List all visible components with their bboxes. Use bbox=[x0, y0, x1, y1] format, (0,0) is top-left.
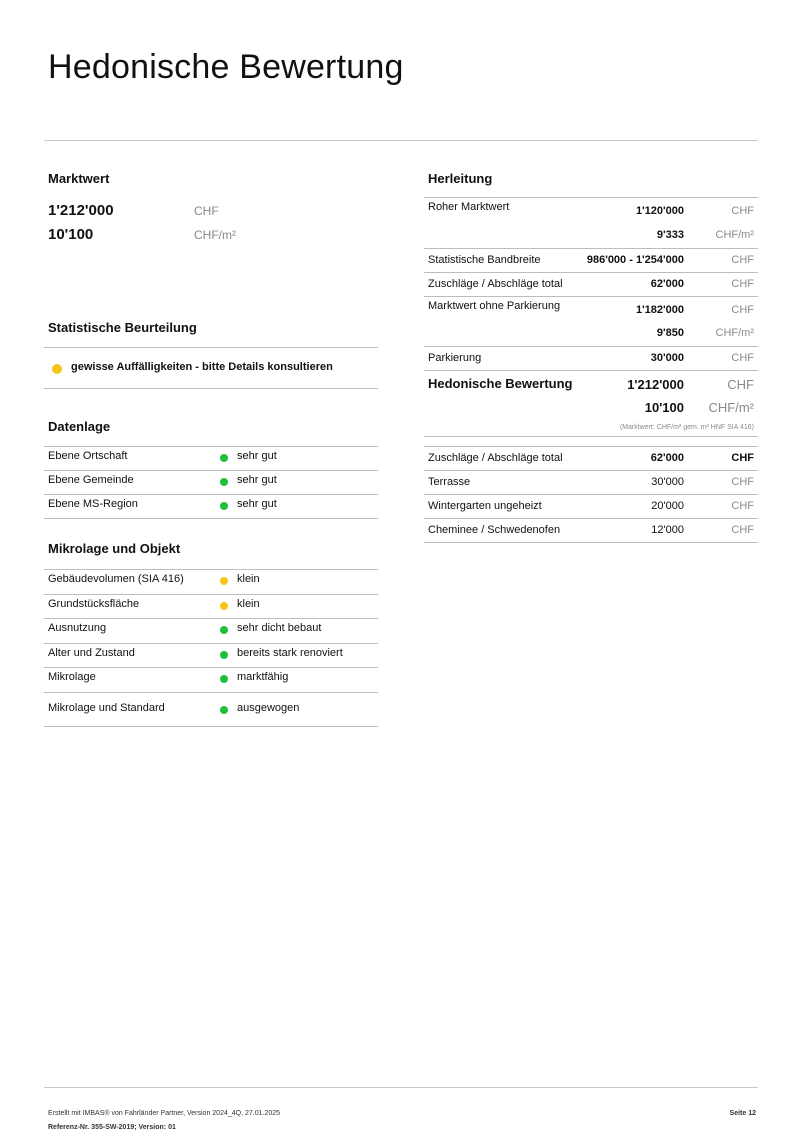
datenlage-row bbox=[44, 470, 378, 494]
divider bbox=[44, 726, 378, 727]
status-dot-icon bbox=[220, 675, 228, 683]
zuschlag-label: Cheminee / Schwedenofen bbox=[428, 524, 561, 536]
divider bbox=[424, 370, 758, 371]
zuschlag-value: 20'000 bbox=[651, 500, 684, 512]
herleitung-heading: Herleitung bbox=[428, 171, 493, 186]
zuschlaege-total-unit: CHF bbox=[731, 452, 754, 464]
divider bbox=[424, 346, 758, 347]
status-dot-icon bbox=[220, 478, 228, 486]
footer-divider bbox=[44, 1087, 758, 1088]
row-status: bereits stark renoviert bbox=[237, 647, 343, 659]
bandbreite-value: 986'000 - 1'254'000 bbox=[586, 254, 684, 266]
status-dot-icon bbox=[220, 502, 228, 510]
status-dot-icon bbox=[220, 577, 228, 585]
zuschlag-row bbox=[424, 470, 758, 494]
mikrolage-heading: Mikrolage und Objekt bbox=[48, 541, 181, 556]
row-status: marktfähig bbox=[237, 671, 289, 683]
zuschlag-label: Wintergarten ungeheizt bbox=[428, 500, 542, 512]
divider bbox=[44, 388, 378, 389]
row-label: Grundstücksfläche bbox=[48, 598, 140, 610]
ohne-parkierung-unit: CHF bbox=[731, 304, 754, 316]
datenlage-heading: Datenlage bbox=[48, 419, 111, 434]
zuschlag-unit: CHF bbox=[731, 476, 754, 488]
status-dot-icon bbox=[220, 651, 228, 659]
ohne-parkierung-m2-unit: CHF/m² bbox=[715, 327, 754, 339]
row-label: Mikrolage und Standard bbox=[48, 702, 165, 714]
zuschlag-row bbox=[424, 518, 758, 542]
row-label: Mikrolage bbox=[48, 671, 96, 683]
footer-credit: Erstellt mit IMBAS® von Fahrländer Partner, Version 2024_4Q, 27.01.2025 bbox=[48, 1110, 281, 1117]
row-label: Ebene Gemeinde bbox=[48, 474, 134, 486]
ohne-parkierung-value: 1'182'000 bbox=[635, 304, 684, 316]
row-label: Alter und Zustand bbox=[48, 647, 135, 659]
statistisch-text: gewisse Auffälligkeiten - bitte Details konsultieren bbox=[71, 361, 333, 373]
row-status: klein bbox=[237, 598, 260, 610]
row-status: sehr gut bbox=[237, 474, 277, 486]
mikrolage-row bbox=[44, 594, 378, 618]
status-dot-icon bbox=[220, 626, 228, 634]
zuschlag-value: 30'000 bbox=[651, 476, 684, 488]
status-dot-icon bbox=[52, 364, 62, 374]
zuschlaege-value: 62'000 bbox=[650, 278, 684, 290]
divider bbox=[424, 436, 758, 437]
datenlage-row bbox=[44, 446, 378, 470]
marktwert-total-row bbox=[48, 202, 348, 222]
zuschlag-value: 12'000 bbox=[651, 524, 684, 536]
zuschlag-unit: CHF bbox=[731, 524, 754, 536]
page-title: Hedonische Bewertung bbox=[48, 48, 404, 86]
row-label: Gebäudevolumen (SIA 416) bbox=[48, 573, 184, 585]
mikrolage-row bbox=[44, 569, 378, 594]
status-dot-icon bbox=[220, 602, 228, 610]
divider bbox=[424, 446, 758, 447]
parkierung-label: Parkierung bbox=[428, 352, 482, 364]
status-dot-icon bbox=[220, 454, 228, 462]
footer-reference: Referenz-Nr. 355-SW-2019; Version: 01 bbox=[48, 1124, 176, 1131]
row-status: sehr gut bbox=[237, 450, 277, 462]
divider bbox=[424, 542, 758, 543]
zuschlag-row bbox=[424, 494, 758, 518]
divider bbox=[424, 272, 758, 273]
marktwert-m2-row bbox=[48, 226, 348, 246]
row-label: Ausnutzung bbox=[48, 622, 107, 634]
parkierung-unit: CHF bbox=[731, 352, 754, 364]
marktwert-m2-unit: CHF/m² bbox=[194, 228, 236, 242]
row-status: ausgewogen bbox=[237, 702, 300, 714]
marktwert-note: (Marktwert: CHF/m² gem. m² HNF SIA 416) bbox=[619, 424, 754, 431]
row-status: sehr gut bbox=[237, 498, 277, 510]
zuschlag-unit: CHF bbox=[731, 500, 754, 512]
divider bbox=[424, 248, 758, 249]
hedonisch-m2-unit: CHF/m² bbox=[708, 400, 754, 415]
row-label: Ebene MS-Region bbox=[48, 498, 138, 510]
hedonisch-value: 1'212'000 bbox=[627, 377, 684, 392]
statistisch-heading: Statistische Beurteilung bbox=[48, 320, 197, 335]
row-label: Ebene Ortschaft bbox=[48, 450, 128, 462]
page-number: Seite 12 bbox=[729, 1110, 756, 1117]
mikrolage-row bbox=[44, 692, 378, 726]
roher-marktwert-unit: CHF bbox=[731, 205, 754, 217]
datenlage-row bbox=[44, 494, 378, 518]
divider bbox=[44, 518, 378, 519]
hedonisch-label: Hedonische Bewertung bbox=[428, 376, 573, 391]
roher-marktwert-m2-value: 9'333 bbox=[656, 229, 684, 241]
ohne-parkierung-label: Marktwert ohne Parkierung bbox=[428, 300, 561, 312]
title-divider bbox=[44, 140, 758, 141]
roher-marktwert-label: Roher Marktwert bbox=[428, 201, 510, 213]
statistisch-row bbox=[44, 348, 378, 388]
row-status: klein bbox=[237, 573, 260, 585]
ohne-parkierung-m2-value: 9'850 bbox=[656, 327, 684, 339]
divider bbox=[424, 197, 758, 198]
bandbreite-label: Statistische Bandbreite bbox=[428, 254, 541, 266]
zuschlaege-label: Zuschläge / Abschläge total bbox=[428, 278, 563, 290]
hedonisch-unit: CHF bbox=[727, 377, 754, 392]
marktwert-heading: Marktwert bbox=[48, 171, 110, 186]
roher-marktwert-value: 1'120'000 bbox=[635, 205, 684, 217]
mikrolage-row bbox=[44, 643, 378, 667]
zuschlaege-total-label: Zuschläge / Abschläge total bbox=[428, 452, 563, 464]
mikrolage-row bbox=[44, 618, 378, 643]
marktwert-total-value: 1'212'000 bbox=[48, 202, 114, 219]
roher-marktwert-m2-unit: CHF/m² bbox=[715, 229, 754, 241]
marktwert-total-unit: CHF bbox=[194, 204, 219, 218]
row-status: sehr dicht bebaut bbox=[237, 622, 322, 634]
mikrolage-row bbox=[44, 667, 378, 692]
hedonisch-m2-value: 10'100 bbox=[644, 400, 684, 415]
marktwert-m2-value: 10'100 bbox=[48, 226, 94, 243]
divider bbox=[424, 296, 758, 297]
parkierung-value: 30'000 bbox=[650, 352, 684, 364]
zuschlaege-unit: CHF bbox=[731, 278, 754, 290]
bandbreite-unit: CHF bbox=[731, 254, 754, 266]
zuschlag-label: Terrasse bbox=[428, 476, 471, 488]
status-dot-icon bbox=[220, 706, 228, 714]
zuschlaege-total-value: 62'000 bbox=[650, 452, 684, 464]
